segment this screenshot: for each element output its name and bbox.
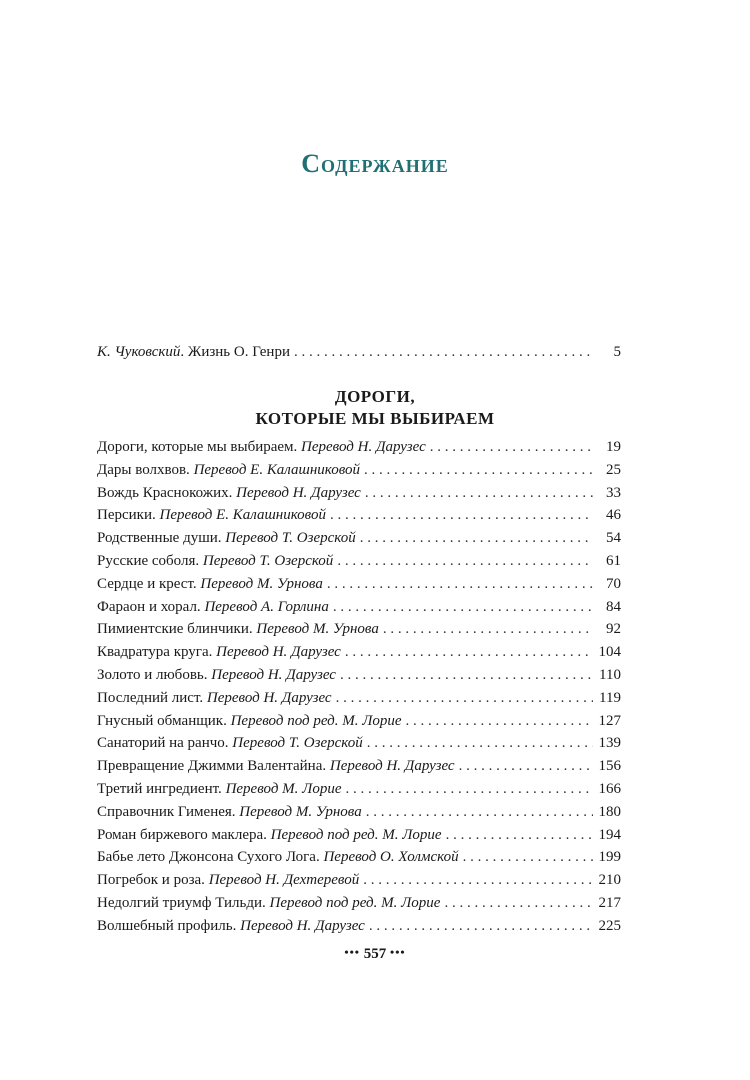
entry-translator: Перевод Т. Озерской (232, 735, 363, 752)
entry-title: Превращение Джимми Валентайна. (97, 758, 330, 775)
toc-entry[interactable] (97, 504, 621, 527)
page-title: Содержание (301, 149, 449, 179)
entry-text (97, 482, 361, 505)
entry-page: 5 (613, 344, 621, 360)
leader-dots (367, 732, 593, 755)
leader-dots (340, 664, 593, 687)
entry-page: 19 (606, 439, 621, 455)
entry-page: 156 (598, 758, 621, 775)
entry-text (97, 341, 290, 364)
entry-title: Фараон и хорал. (97, 598, 205, 615)
leader-dots (330, 504, 593, 527)
entry-text (97, 710, 402, 733)
toc-entry[interactable] (97, 801, 621, 824)
toc-entry[interactable] (97, 892, 621, 915)
entry-translator: Перевод Н. Дарузес (301, 439, 426, 455)
entry-translator: Перевод Н. Дарузес (236, 484, 361, 501)
entry-title: Погребок и роза. (97, 872, 209, 889)
leader-dots (446, 824, 593, 847)
entry-text (97, 846, 459, 869)
toc-entry[interactable] (97, 710, 621, 733)
folio-ornament-right: ••• (390, 945, 406, 959)
entry-separator: . (180, 344, 188, 360)
entry-page: 225 (598, 917, 621, 934)
entry-page: 25 (606, 461, 621, 478)
toc-entry[interactable] (97, 482, 621, 505)
page-number: 557 (363, 946, 387, 962)
entry-translator: Перевод Н. Дарузес (206, 689, 332, 706)
entry-translator: Перевод Н. Дехтеревой (208, 872, 360, 889)
page-number-footer (0, 945, 750, 963)
entry-text (97, 641, 341, 664)
entry-page: 110 (599, 666, 621, 683)
entry-translator: Перевод под ред. М. Лорие (269, 894, 441, 911)
entry-text (97, 527, 356, 550)
entry-author: К. Чуковский (97, 344, 181, 360)
toc-entry[interactable] (97, 573, 621, 596)
entry-translator: Перевод М. Урнова (239, 803, 362, 820)
leader-dots (364, 459, 593, 482)
leader-dots (333, 596, 593, 619)
entry-title: Квадратура круга. (97, 644, 217, 661)
toc-entry[interactable] (97, 641, 621, 664)
entry-text (97, 915, 365, 938)
folio-ornament-left: ••• (344, 945, 360, 959)
entry-translator: Перевод Н. Дарузес (211, 666, 336, 683)
entry-page: 119 (599, 689, 621, 706)
entry-title: Золото и любовь. (97, 666, 212, 683)
entry-page: 33 (606, 484, 621, 501)
entry-title: Жизнь О. Генри (187, 344, 290, 360)
entry-title: Сердце и крест. (97, 575, 201, 592)
toc-entry[interactable] (97, 915, 621, 938)
entry-text (97, 687, 332, 710)
entry-translator: Перевод Е. Калашниковой (159, 507, 326, 524)
leader-dots (365, 482, 593, 505)
entry-page: 104 (598, 644, 621, 661)
toc-entry[interactable] (97, 436, 621, 459)
entry-text (97, 459, 360, 482)
entry-title: Справочник Гименея. (97, 803, 240, 820)
entry-text (97, 436, 426, 459)
leader-dots (366, 801, 593, 824)
entry-title: Дары волхвов. (97, 461, 194, 478)
entry-page: 127 (598, 712, 621, 729)
entry-translator: Перевод А. Горлина (204, 598, 329, 615)
entry-translator: Перевод Н. Дарузес (216, 644, 341, 661)
section-heading-line-2: КОТОРЫЕ МЫ ВЫБИРАЕМ (255, 409, 495, 428)
leader-dots (336, 687, 593, 710)
toc-entry[interactable] (97, 869, 621, 892)
entry-text (97, 504, 326, 527)
entry-translator: Перевод М. Урнова (256, 621, 379, 638)
entry-page: 92 (606, 621, 621, 638)
entry-translator: Перевод Т. Озерской (225, 530, 356, 547)
entry-translator: Перевод О. Холмской (323, 849, 459, 866)
leader-dots (294, 341, 593, 364)
entry-page: 54 (606, 530, 621, 547)
entry-page: 61 (606, 552, 621, 569)
toc-entry[interactable] (97, 732, 621, 755)
leader-dots (363, 869, 593, 892)
entry-translator: Перевод Т. Озерской (202, 552, 334, 569)
toc-entry[interactable] (97, 824, 621, 847)
leader-dots (463, 846, 593, 869)
toc-entry[interactable] (97, 459, 621, 482)
entry-page: 139 (598, 735, 621, 752)
entry-title: Родственные души. (97, 530, 226, 547)
leader-dots (383, 618, 593, 641)
entry-title: Гнусный обманщик. (97, 712, 231, 729)
leader-dots (459, 755, 593, 778)
toc-entry[interactable] (97, 596, 621, 619)
entry-title: Персики. (97, 507, 160, 524)
leader-dots (444, 892, 593, 915)
entry-page: 217 (598, 894, 621, 911)
toc-entry[interactable] (97, 846, 621, 869)
entry-title: Вождь Краснокожих. (97, 484, 237, 501)
entry-translator: Перевод М. Лорие (225, 780, 342, 797)
entry-title: Санаторий на ранчо. (97, 735, 233, 752)
entry-page: 194 (598, 826, 621, 843)
toc-entry[interactable] (97, 687, 621, 710)
entry-title: Волшебный профиль. (97, 917, 241, 934)
entry-text (97, 869, 359, 892)
leader-dots (345, 641, 593, 664)
entry-page: 166 (598, 780, 621, 797)
section-heading (0, 386, 750, 430)
entry-text (97, 618, 379, 641)
entry-title: Третий ингредиент. (97, 780, 226, 797)
entry-text (97, 550, 333, 573)
leader-dots (369, 915, 593, 938)
entry-page: 199 (598, 849, 621, 866)
toc-entry[interactable] (97, 778, 621, 801)
toc-entry[interactable] (97, 550, 621, 573)
entry-page: 84 (606, 598, 621, 615)
entry-title: Пимиентские блинчики. (97, 621, 257, 638)
toc-entry[interactable] (97, 755, 621, 778)
section-heading-line-1: ДОРОГИ, (334, 387, 416, 406)
entry-title: Последний лист. (97, 689, 207, 706)
entry-text (97, 573, 323, 596)
entry-text (97, 596, 329, 619)
entry-text (97, 732, 363, 755)
entry-translator: Перевод Е. Калашниковой (193, 461, 361, 478)
toc-list (97, 436, 621, 938)
toc-entry[interactable] (97, 664, 621, 687)
entry-title: Дороги, которые мы выбираем. (97, 439, 302, 455)
leader-dots (345, 778, 593, 801)
entry-translator: Перевод Н. Дарузес (329, 758, 455, 775)
entry-text (97, 755, 455, 778)
entry-page: 180 (598, 803, 621, 820)
leader-dots (337, 550, 593, 573)
toc-entry[interactable] (97, 618, 621, 641)
entry-translator: Перевод под ред. М. Лорие (270, 826, 442, 843)
entry-page: 46 (606, 507, 621, 524)
leader-dots (406, 710, 593, 733)
leader-dots (430, 436, 593, 459)
entry-text (97, 778, 341, 801)
entry-title: Недолгий триумф Тильди. (97, 894, 270, 911)
leader-dots (327, 573, 593, 596)
entry-text (97, 664, 336, 687)
entry-text (97, 801, 362, 824)
entry-translator: Перевод под ред. М. Лорие (230, 712, 402, 729)
entry-translator: Перевод М. Урнова (200, 575, 323, 592)
entry-page: 70 (606, 575, 621, 592)
entry-title: Роман биржевого маклера. (97, 826, 271, 843)
entry-title: Бабье лето Джонсона Сухого Лога. (97, 849, 324, 866)
entry-page: 210 (598, 872, 621, 889)
entry-text (97, 824, 442, 847)
leader-dots (360, 527, 593, 550)
toc-entry-intro[interactable] (97, 341, 621, 364)
entry-text (97, 892, 440, 915)
entry-translator: Перевод Н. Дарузес (240, 917, 365, 934)
toc-entry[interactable] (97, 527, 621, 550)
entry-title: Русские соболя. (97, 552, 203, 569)
